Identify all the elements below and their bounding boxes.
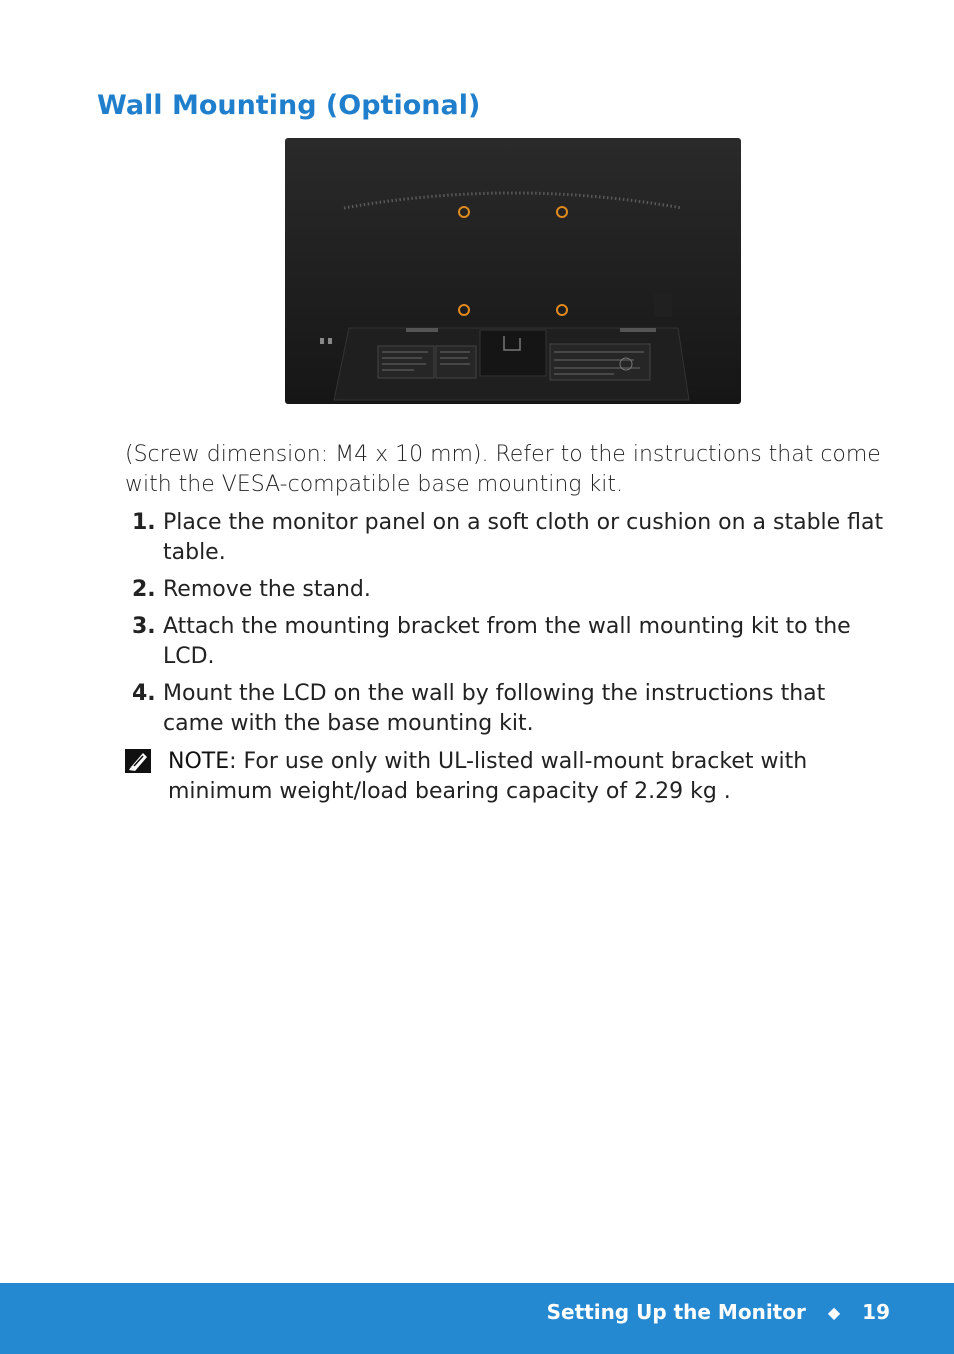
step-text: Mount the LCD on the wall by following the instructions that came with the base mounting kit. [163, 681, 826, 736]
page-title: Wall Mounting (Optional) [97, 90, 481, 121]
list-item [125, 612, 885, 672]
step-number: 2. [132, 577, 156, 602]
step-text: Attach the mounting bracket from the wall mounting kit to the LCD. [163, 614, 851, 669]
pencil-note-icon [125, 749, 151, 773]
step-number: 3. [132, 614, 156, 639]
list-item [125, 679, 885, 739]
list-item [125, 508, 885, 568]
step-text: Place the monitor panel on a soft cloth or cushion on a stable flat table. [163, 510, 884, 565]
note-content: : For use only with UL-listed wall-mount bracket with minimum weight/load bearing capacity of 2.29 kg . [168, 749, 808, 804]
footer-section-title: Setting Up the Monitor [546, 1300, 806, 1324]
note-text [125, 747, 885, 807]
step-number: 1. [132, 510, 156, 535]
step-number: 4. [132, 681, 156, 706]
note-label: NOTE [168, 749, 230, 774]
page-footer [0, 1283, 954, 1354]
steps-list [125, 508, 885, 746]
diamond-separator-icon: ◆ [827, 1302, 841, 1322]
intro-paragraph: (Screw dimension: M4 x 10 mm). Refer to the instructions that come with the VESA-compatible base mounting kit. [125, 442, 881, 497]
note-block [125, 747, 885, 807]
monitor-back-illustration [284, 138, 742, 406]
footer-content [547, 1300, 890, 1324]
step-text: Remove the stand. [163, 577, 371, 602]
page-number: 19 [862, 1300, 890, 1324]
list-item [125, 575, 885, 605]
